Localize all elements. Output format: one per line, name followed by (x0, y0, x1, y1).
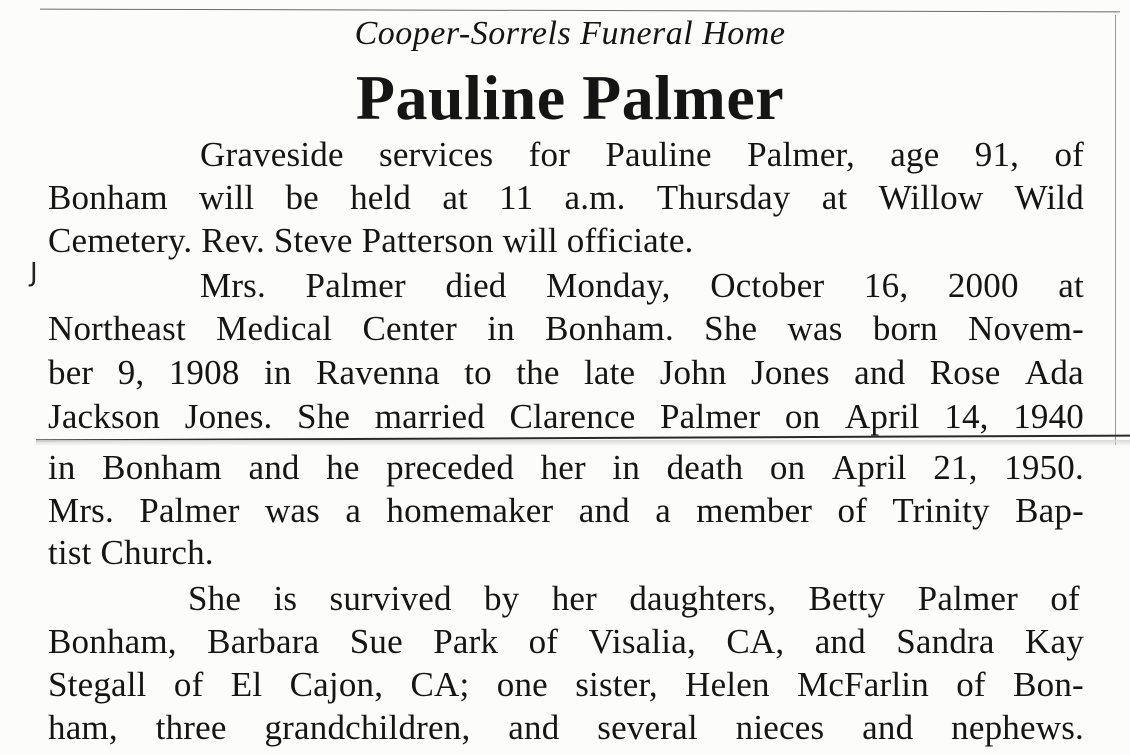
word: nieces (735, 708, 825, 747)
word: Bonham (48, 178, 168, 217)
word: 1908 (168, 353, 240, 392)
word: Bonham. (545, 309, 674, 348)
word: She (188, 579, 242, 618)
word: Trinity (892, 491, 990, 530)
text-line (48, 706, 1084, 750)
word: Betty (808, 579, 886, 618)
word: 11 (499, 178, 534, 217)
word: Sue (349, 622, 403, 661)
text-line: tist Church. (48, 533, 214, 572)
word: 91, (974, 135, 1020, 174)
word: 1950. (1004, 448, 1084, 487)
word: Center (362, 309, 457, 348)
word: three (155, 708, 227, 747)
word: Bonham, (48, 622, 177, 661)
word: Medical (216, 309, 333, 348)
word: member (696, 491, 813, 530)
word: a (655, 491, 671, 530)
word: Willow (878, 178, 984, 217)
word: late (583, 353, 636, 392)
word: survived (329, 579, 452, 618)
word: by (483, 579, 520, 618)
word: sister, (575, 665, 658, 704)
word: Sandra (896, 622, 995, 661)
word: of (956, 665, 986, 704)
word: born (872, 309, 938, 348)
word: ham, (48, 708, 118, 747)
text-line: Cemetery. Rev. Steve Patterson will officiate. (48, 221, 694, 260)
word: Graveside (200, 135, 344, 174)
word: services (379, 135, 494, 174)
word: She (704, 309, 758, 348)
word: be (285, 178, 319, 217)
word: ber (48, 353, 94, 392)
text-line (48, 351, 1084, 395)
word: daughters, (629, 579, 777, 618)
word: held (350, 178, 412, 217)
word: Helen (685, 665, 770, 704)
word: and (578, 491, 630, 530)
text-line (48, 176, 1084, 220)
word: death (666, 448, 744, 487)
word: grandchildren, (264, 708, 471, 747)
word: She (297, 397, 351, 436)
word: and (854, 353, 906, 392)
word: Thursday (656, 178, 791, 217)
text-line (200, 133, 1084, 177)
word: Rose (929, 353, 1001, 392)
word: Jones (751, 353, 830, 392)
word: homemaker (386, 491, 554, 530)
word: of (528, 622, 559, 661)
word: Park (433, 622, 499, 661)
word: 2000 (947, 266, 1019, 305)
word: CA, (726, 622, 785, 661)
word: October (710, 266, 825, 305)
word: at (821, 178, 848, 217)
word: to (464, 353, 492, 392)
word: and (508, 708, 560, 747)
word: a.m. (564, 178, 626, 217)
word: 9, (117, 353, 145, 392)
word: several (597, 708, 698, 747)
word: Barbara (207, 622, 320, 661)
word: El (230, 665, 263, 704)
margin-mark: J (30, 258, 38, 288)
word: Jackson (48, 397, 161, 436)
word: a (345, 491, 362, 530)
word: he (326, 448, 360, 487)
word: and (248, 448, 300, 487)
word: in (612, 448, 641, 487)
text-line (48, 446, 1084, 490)
word: of (837, 491, 868, 530)
word: 1940 (1013, 397, 1084, 436)
word: Cajon, (289, 665, 384, 704)
word: on (769, 448, 806, 487)
text-line (48, 489, 1084, 533)
word: is (273, 579, 298, 618)
word: April (844, 397, 920, 436)
word: Palmer (917, 579, 1018, 618)
word: will (199, 178, 255, 217)
text-line (48, 307, 1084, 351)
word: CA; (410, 665, 470, 704)
deceased-name-headline: Pauline Palmer (355, 62, 785, 133)
text-line (48, 620, 1084, 664)
word: in (263, 353, 292, 392)
word: age (890, 135, 940, 174)
word: in (48, 448, 76, 487)
word: Palmer (660, 397, 761, 436)
word: Novem- (968, 309, 1084, 348)
funeral-home-name: Cooper-Sorrels Funeral Home (354, 15, 786, 52)
word: Pauline (605, 135, 712, 174)
word: Visalia, (588, 622, 696, 661)
text-line (48, 395, 1084, 439)
word: 16, (863, 266, 909, 305)
word: Kay (1025, 622, 1084, 661)
word: Clarence (509, 397, 636, 436)
word: John (659, 353, 727, 392)
text-line (200, 264, 1084, 308)
word: was (264, 491, 320, 530)
word: Bonham (102, 448, 222, 487)
word: Bon- (1013, 665, 1084, 704)
word: Ravenna (315, 353, 440, 392)
word: preceded (386, 448, 515, 487)
word: was (787, 309, 843, 348)
word: at (1058, 266, 1084, 305)
word: Monday, (546, 266, 671, 305)
word: Stegall (48, 665, 147, 704)
word: Mrs. (200, 266, 266, 305)
word: Jones. (184, 397, 273, 436)
word: her (551, 579, 598, 618)
word: of (1054, 135, 1084, 174)
text-line (48, 663, 1084, 707)
word: and (814, 622, 866, 661)
word: of (1050, 579, 1080, 618)
word: died (445, 266, 507, 305)
word: Ada (1024, 353, 1084, 392)
word: McFarlin (797, 665, 929, 704)
word: 14, (944, 397, 989, 436)
word: Mrs. (48, 491, 114, 530)
word: of (173, 665, 204, 704)
word: Palmer (139, 491, 240, 530)
word: on (784, 397, 821, 436)
word: Palmer, (747, 135, 855, 174)
word: Palmer (305, 266, 406, 305)
word: Bap- (1015, 491, 1084, 530)
word: her (540, 448, 586, 487)
word: Wild (1014, 178, 1084, 217)
word: and (862, 708, 914, 747)
word: for (528, 135, 571, 174)
word: the (516, 353, 560, 392)
word: 21, (933, 448, 978, 487)
word: one (496, 665, 548, 704)
word: at (442, 178, 468, 217)
text-line (188, 577, 1080, 621)
word: April (831, 448, 907, 487)
word: in (487, 309, 515, 348)
word: Northeast (48, 309, 186, 348)
word: nephews. (951, 708, 1084, 747)
word: married (374, 397, 485, 436)
